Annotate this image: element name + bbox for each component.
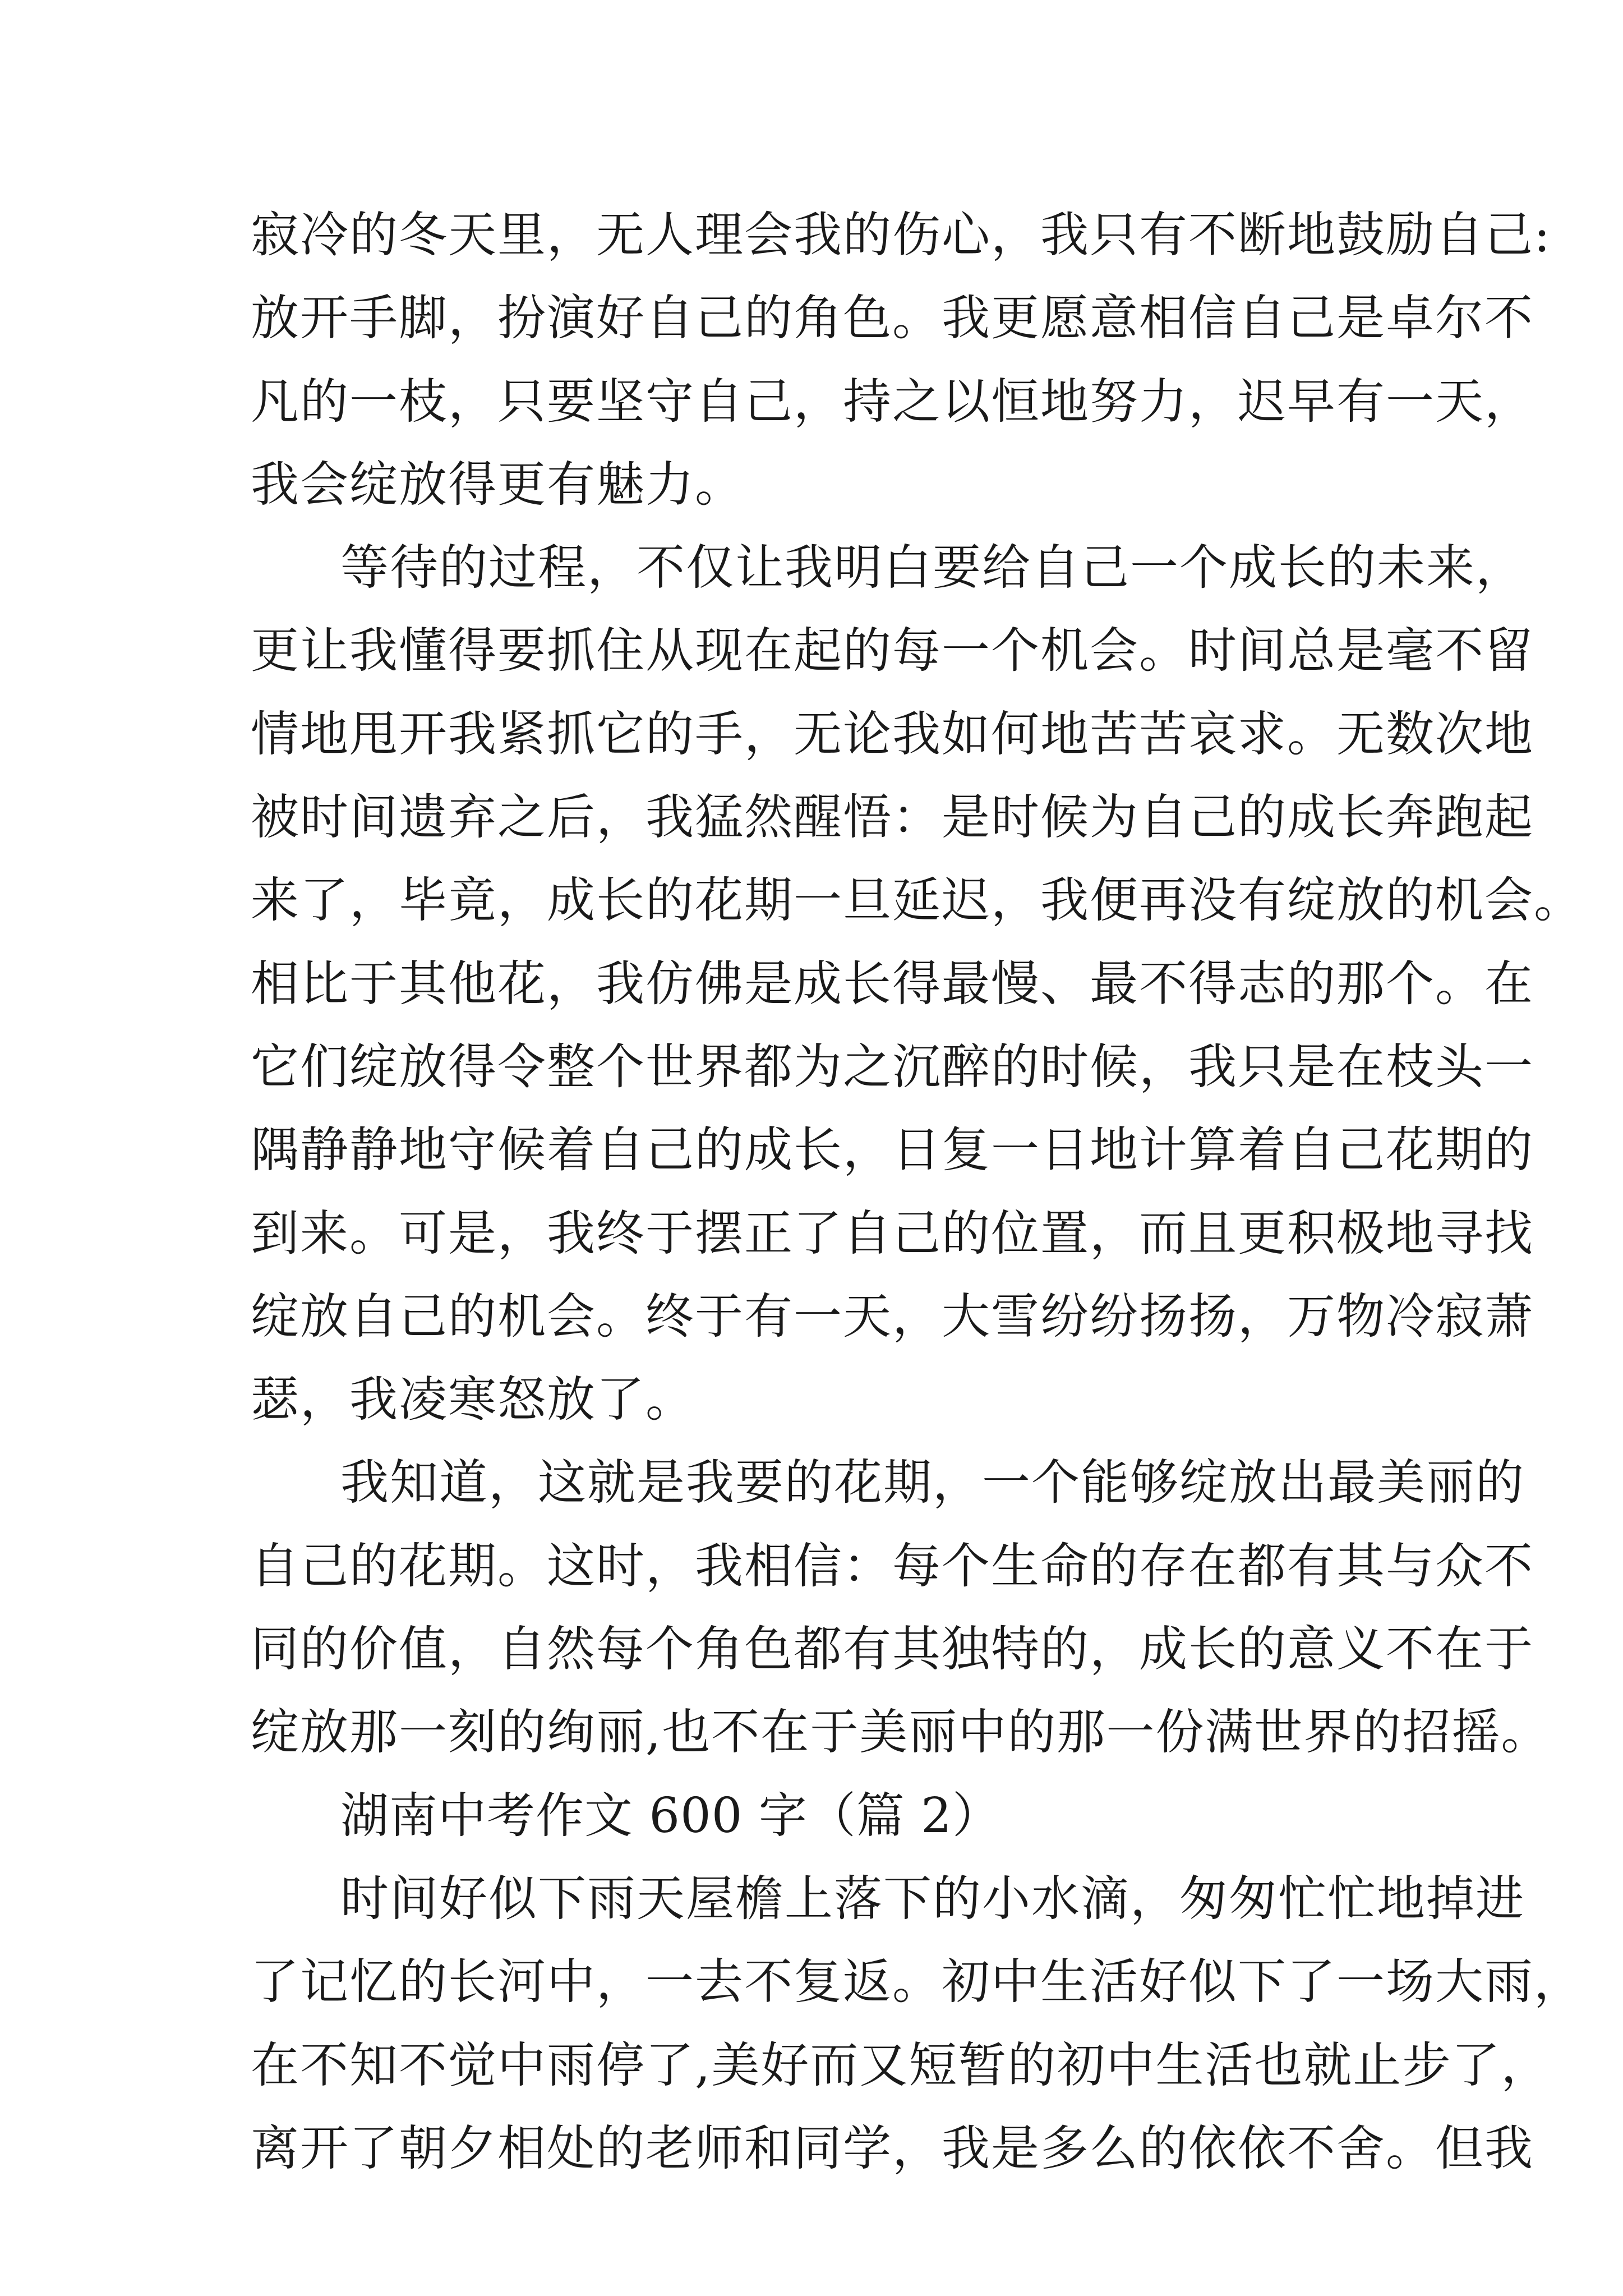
text-line: 在不知不觉中雨停了,美好而又短暂的初中生活也就止步了， <box>251 2037 1551 2093</box>
text-line: 凡的一枝，只要坚守自己，持之以恒地努力，迟早有一天， <box>251 373 1534 430</box>
text-line: 来了，毕竟，成长的花期一旦延迟，我便再没有绽放的机会。 <box>251 872 1583 929</box>
section-heading: 湖南中考作文 600 字（篇 2） <box>340 1787 1001 1844</box>
text-line: 我会绽放得更有魅力。 <box>251 456 744 513</box>
text-line: 放开手脚，扮演好自己的角色。我更愿意相信自己是卓尔不 <box>251 290 1534 347</box>
text-line: 等待的过程，不仅让我明白要给自己一个成长的未来， <box>340 540 1525 596</box>
text-line: 时间好似下雨天屋檐上落下的小水滴，匆匆忙忙地掉进 <box>340 1870 1525 1927</box>
text-line: 离开了朝夕相处的老师和同学，我是多么的依依不舍。但我 <box>251 2120 1534 2177</box>
text-line: 相比于其他花，我仿佛是成长得最慢、最不得志的那个。在 <box>251 955 1534 1012</box>
essay-body <box>251 194 1583 2190</box>
text-line: 自己的花期。这时，我相信：每个生命的存在都有其与众不 <box>251 1538 1534 1594</box>
text-line: 寂冷的冬天里，无人理会我的伤心，我只有不断地鼓励自己: <box>251 207 1551 263</box>
text-line: 瑟，我凌寒怒放了。 <box>251 1372 695 1428</box>
text-line: 绽放自己的机会。终于有一天，大雪纷纷扬扬，万物冷寂萧 <box>251 1288 1534 1345</box>
text-line: 同的价值，自然每个角色都有其独特的，成长的意义不在于 <box>251 1621 1534 1678</box>
text-line: 我知道，这就是我要的花期，一个能够绽放出最美丽的 <box>340 1455 1525 1511</box>
text-line: 被时间遗弃之后，我猛然醒悟：是时候为自己的成长奔跑起 <box>251 789 1534 846</box>
text-line: 它们绽放得令整个世界都为之沉醉的时候，我只是在枝头一 <box>251 1038 1534 1095</box>
text-line: 了记忆的长河中，一去不复返。初中生活好似下了一场大雨， <box>251 1954 1583 2010</box>
text-line: 隅静静地守候着自己的成长，日复一日地计算着自己花期的 <box>251 1122 1534 1179</box>
text-line: 更让我懂得要抓住从现在起的每一个机会。时间总是毫不留 <box>251 623 1534 679</box>
text-line: 绽放那一刻的绚丽,也不在于美丽中的那一份满世界的招摇。 <box>251 1704 1551 1761</box>
text-line: 情地甩开我紧抓它的手，无论我如何地苦苦哀求。无数次地 <box>251 706 1534 762</box>
text-line: 到来。可是，我终于摆正了自己的位置，而且更积极地寻找 <box>251 1205 1534 1262</box>
